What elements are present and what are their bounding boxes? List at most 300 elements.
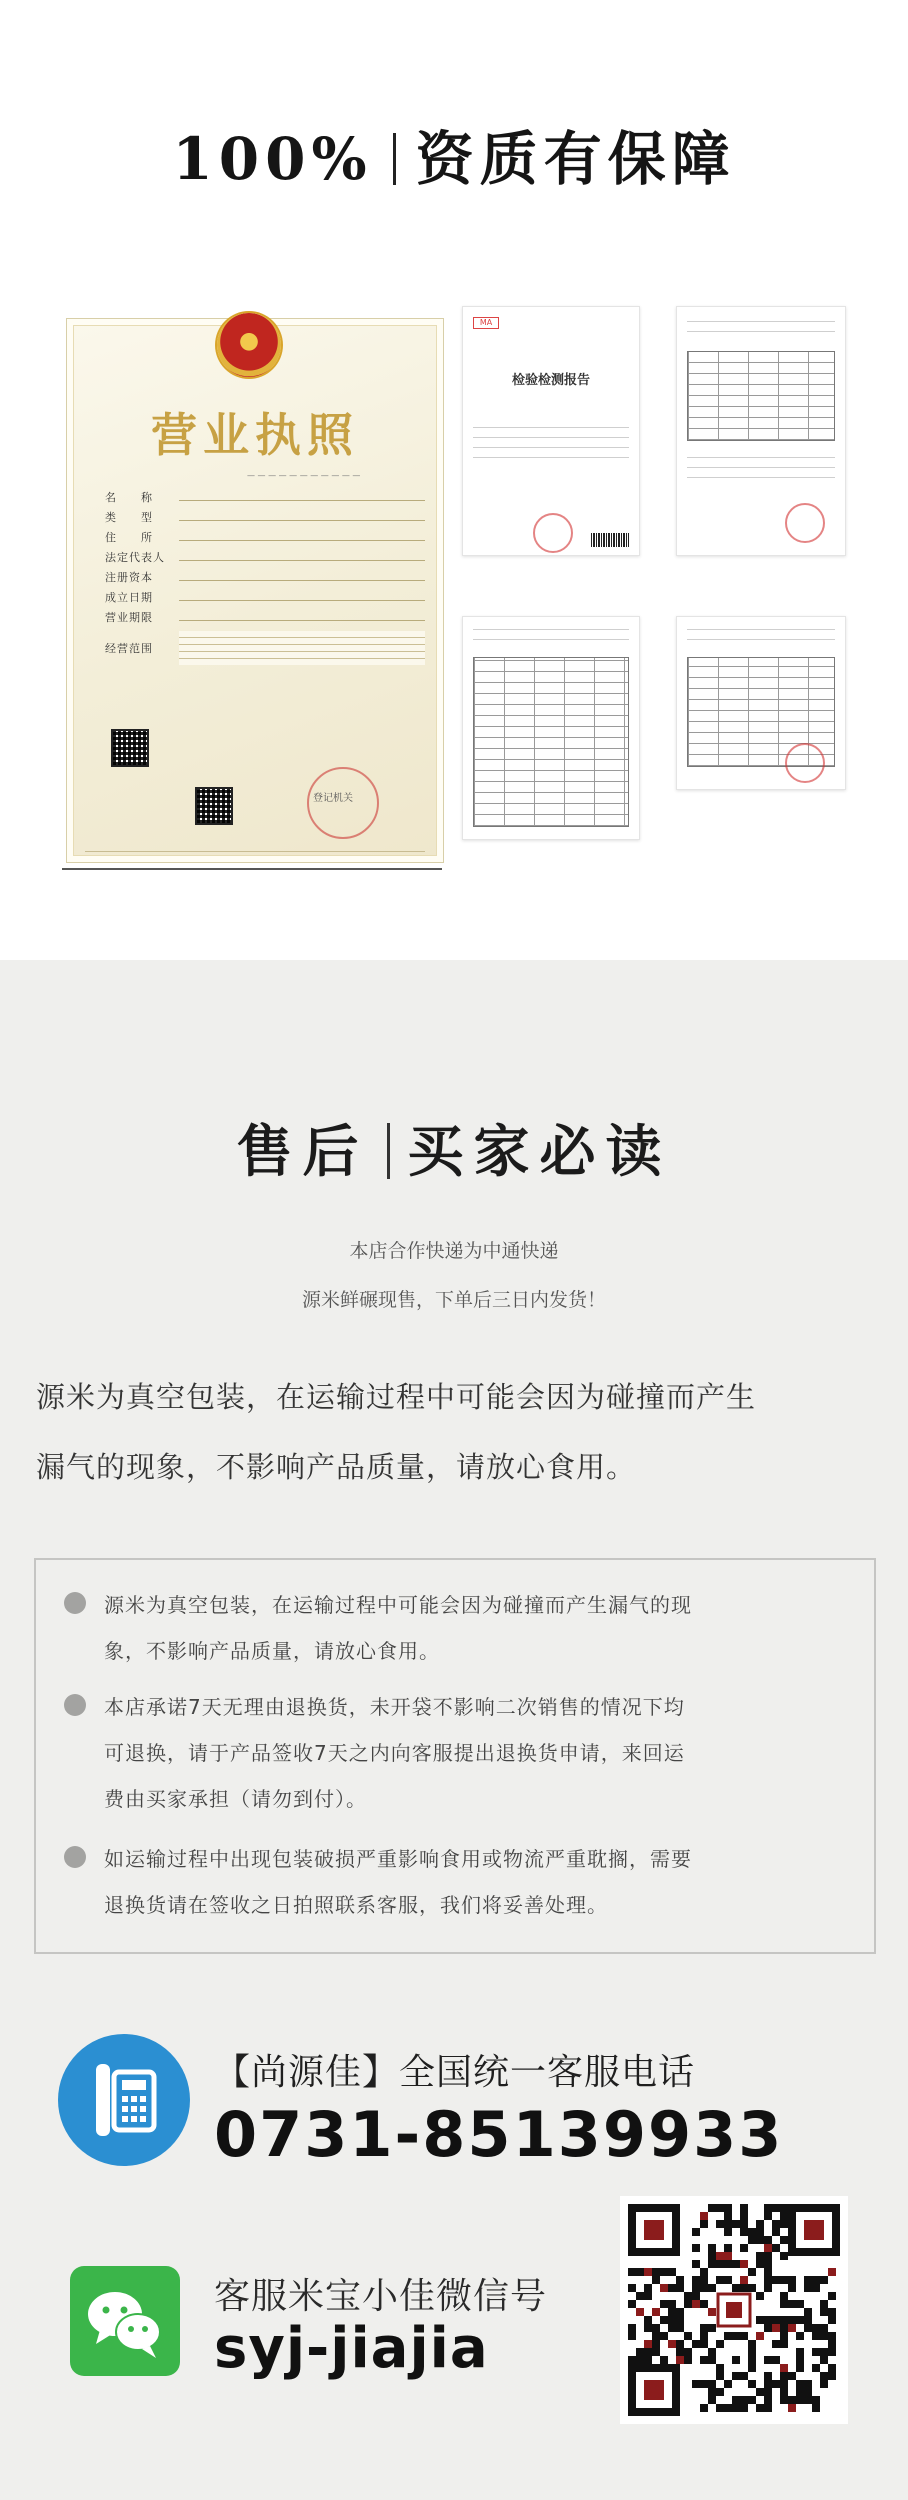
qr-module <box>764 2236 772 2244</box>
license-qr-icon <box>195 787 233 825</box>
qr-module <box>636 2308 644 2316</box>
qr-module <box>708 2396 716 2404</box>
qr-module <box>724 2228 732 2236</box>
qr-module <box>748 2228 756 2236</box>
qr-module <box>788 2396 796 2404</box>
qr-module <box>732 2404 740 2412</box>
qr-module <box>684 2292 692 2300</box>
qr-module <box>708 2388 716 2396</box>
qr-module <box>788 2404 796 2412</box>
qr-module <box>652 2340 660 2348</box>
qr-module <box>788 2284 796 2292</box>
qr-module <box>820 2324 828 2332</box>
qr-module <box>716 2340 724 2348</box>
wechat-qr-code[interactable] <box>620 2196 848 2424</box>
policy-item <box>104 1836 864 1928</box>
qr-module <box>700 2284 708 2292</box>
qr-module <box>724 2380 732 2388</box>
qr-module <box>764 2252 772 2260</box>
qr-module <box>724 2276 732 2284</box>
qr-module <box>668 2268 676 2276</box>
qr-module <box>772 2324 780 2332</box>
qr-module <box>756 2252 764 2260</box>
qr-module <box>740 2404 748 2412</box>
qr-module <box>724 2404 732 2412</box>
qr-module <box>716 2372 724 2380</box>
qr-module <box>828 2292 836 2300</box>
qr-module <box>644 2348 652 2356</box>
license-field: 住 所 <box>105 527 425 547</box>
license-title: 营业执照 <box>151 408 359 462</box>
qr-module <box>676 2308 684 2316</box>
qr-module <box>756 2332 764 2340</box>
qr-module <box>756 2228 764 2236</box>
qr-module <box>724 2244 732 2252</box>
qr-module <box>748 2380 756 2388</box>
license-fields <box>105 487 425 669</box>
qr-module <box>652 2348 660 2356</box>
qr-module <box>740 2212 748 2220</box>
qr-module <box>716 2276 724 2284</box>
qr-module <box>820 2308 828 2316</box>
qr-module <box>780 2252 788 2260</box>
qr-module <box>764 2276 772 2284</box>
qr-module <box>740 2244 748 2252</box>
qr-module <box>764 2268 772 2276</box>
qr-module <box>812 2348 820 2356</box>
qr-module <box>628 2356 636 2364</box>
qr-module <box>756 2236 764 2244</box>
qr-module <box>676 2284 684 2292</box>
quality-heading <box>0 112 908 196</box>
qr-module <box>732 2372 740 2380</box>
qr-module <box>636 2292 644 2300</box>
qr-module <box>732 2332 740 2340</box>
qr-module <box>780 2204 788 2212</box>
policy-item-line: 如运输过程中出现包装破损严重影响食用或物流严重耽搁，需要 <box>104 1847 692 1871</box>
qr-module <box>668 2284 676 2292</box>
qr-module <box>716 2252 724 2260</box>
qr-module <box>820 2300 828 2308</box>
qr-module <box>804 2284 812 2292</box>
after-sales-heading <box>0 1108 908 1188</box>
courier-note: 本店合作快递为中通快递 <box>349 1240 559 1262</box>
qr-module <box>756 2404 764 2412</box>
qr-module <box>796 2380 804 2388</box>
qr-module <box>708 2284 716 2292</box>
phone-icon <box>58 2034 190 2166</box>
report-text-lines <box>473 427 629 467</box>
qr-module <box>756 2316 764 2324</box>
qr-module <box>660 2268 668 2276</box>
test-report-page <box>676 616 846 790</box>
qr-module <box>692 2228 700 2236</box>
qr-module <box>740 2228 748 2236</box>
qr-module <box>788 2372 796 2380</box>
cma-logo-icon: MA <box>473 317 499 329</box>
qr-module <box>692 2300 700 2308</box>
qr-module <box>644 2324 652 2332</box>
qr-module <box>740 2260 748 2268</box>
license-field: 法定代表人 <box>105 547 425 567</box>
qr-module <box>708 2308 716 2316</box>
qr-module <box>660 2332 668 2340</box>
qr-module <box>764 2404 772 2412</box>
qr-module <box>708 2324 716 2332</box>
qr-module <box>780 2364 788 2372</box>
qr-module <box>708 2204 716 2212</box>
qr-module <box>804 2380 812 2388</box>
qr-module <box>740 2220 748 2228</box>
qr-module <box>772 2228 780 2236</box>
qr-module <box>772 2244 780 2252</box>
qr-module <box>780 2332 788 2340</box>
qr-module <box>764 2204 772 2212</box>
qr-module <box>780 2212 788 2220</box>
qr-module <box>804 2396 812 2404</box>
qr-module <box>692 2380 700 2388</box>
hotline-label: 【尚源佳】全国统一客服电话 <box>214 2052 696 2093</box>
qr-module <box>780 2276 788 2284</box>
qr-module <box>828 2316 836 2324</box>
qr-module <box>716 2404 724 2412</box>
qr-module <box>788 2324 796 2332</box>
qr-module <box>740 2204 748 2212</box>
qr-module <box>732 2396 740 2404</box>
license-field: 成立日期 <box>105 587 425 607</box>
qr-module <box>652 2308 660 2316</box>
qr-module <box>764 2212 772 2220</box>
qr-module <box>732 2356 740 2364</box>
qr-module <box>692 2260 700 2268</box>
license-qr-icon <box>111 729 149 767</box>
quality-section <box>0 0 908 960</box>
qr-module <box>740 2284 748 2292</box>
qr-module <box>740 2396 748 2404</box>
qr-module <box>636 2356 644 2364</box>
qr-module <box>748 2340 756 2348</box>
qr-module <box>724 2204 732 2212</box>
qr-module <box>692 2340 700 2348</box>
qr-module <box>628 2300 636 2308</box>
after-sales-heading-right: 买家必读 <box>407 1119 672 1185</box>
qr-module <box>756 2292 764 2300</box>
heading-divider <box>393 133 396 185</box>
license-base-line <box>62 868 442 870</box>
qr-module <box>716 2388 724 2396</box>
qr-module <box>676 2276 684 2284</box>
vacuum-pack-notice-line: 源米为真空包装，在运输过程中可能会因为碰撞而产生 <box>36 1380 757 1414</box>
qr-module <box>692 2244 700 2252</box>
qr-module <box>748 2356 756 2364</box>
qr-module <box>692 2292 700 2300</box>
license-field: 营业期限 <box>105 607 425 627</box>
bullet-dot-icon <box>64 1592 86 1614</box>
qr-module <box>700 2276 708 2284</box>
qr-module <box>708 2260 716 2268</box>
qr-module <box>828 2332 836 2340</box>
license-credit-line: — — — — — — — — — — — <box>247 471 361 480</box>
qr-module <box>748 2364 756 2372</box>
report-header-lines <box>687 629 835 649</box>
qr-module <box>660 2300 668 2308</box>
qr-module <box>780 2324 788 2332</box>
qr-module <box>756 2388 764 2396</box>
qr-module <box>748 2348 756 2356</box>
qr-module <box>740 2332 748 2340</box>
test-report-page <box>676 306 846 556</box>
bullet-dot-icon <box>64 1694 86 1716</box>
qr-module <box>812 2324 820 2332</box>
national-emblem-icon <box>217 313 281 377</box>
qr-module <box>628 2268 636 2276</box>
qr-module <box>628 2284 636 2292</box>
qr-module <box>724 2212 732 2220</box>
qr-module <box>780 2340 788 2348</box>
qr-module <box>764 2284 772 2292</box>
qr-module <box>636 2348 644 2356</box>
vacuum-pack-notice <box>36 1362 886 1502</box>
report-table <box>687 351 835 441</box>
qr-module <box>692 2276 700 2284</box>
qr-module <box>716 2220 724 2228</box>
qr-module <box>748 2284 756 2292</box>
qr-module <box>756 2220 764 2228</box>
qr-module <box>796 2316 804 2324</box>
qr-module <box>740 2276 748 2284</box>
qr-module <box>764 2244 772 2252</box>
qr-module <box>796 2332 804 2340</box>
qr-module <box>676 2324 684 2332</box>
qr-module <box>764 2372 772 2380</box>
wechat-icon <box>70 2266 180 2376</box>
qr-module <box>828 2308 836 2316</box>
qr-module <box>644 2356 652 2364</box>
qr-module <box>804 2316 812 2324</box>
qr-module <box>820 2332 828 2340</box>
qr-module <box>628 2332 636 2340</box>
qr-module <box>708 2252 716 2260</box>
qr-module <box>684 2348 692 2356</box>
license-registration-label: 登记机关 <box>313 793 353 804</box>
test-report-page <box>462 616 640 840</box>
report-table <box>473 657 629 827</box>
qr-module <box>820 2380 828 2388</box>
qr-module <box>772 2276 780 2284</box>
qr-module <box>668 2300 676 2308</box>
qr-module <box>828 2348 836 2356</box>
business-license-image <box>66 318 444 863</box>
qr-module <box>724 2220 732 2228</box>
qr-module <box>780 2236 788 2244</box>
qr-module <box>764 2380 772 2388</box>
qr-module <box>692 2284 700 2292</box>
policy-item-line: 本店承诺7天无理由退换货，未开袋不影响二次销售的情况下均 <box>104 1695 685 1719</box>
qr-module <box>796 2364 804 2372</box>
qr-module <box>820 2356 828 2364</box>
qr-module <box>796 2356 804 2364</box>
qr-module <box>652 2324 660 2332</box>
qr-module <box>764 2324 772 2332</box>
bullet-dot-icon <box>64 1846 86 1868</box>
qr-module <box>812 2332 820 2340</box>
qr-module <box>804 2324 812 2332</box>
qr-module <box>644 2316 652 2324</box>
qr-module <box>700 2356 708 2364</box>
qr-module <box>780 2220 788 2228</box>
qr-module <box>796 2300 804 2308</box>
qr-module <box>708 2244 716 2252</box>
wechat-label: 客服米宝小佳微信号 <box>214 2276 548 2317</box>
qr-module <box>700 2404 708 2412</box>
qr-module <box>780 2300 788 2308</box>
qr-module <box>676 2316 684 2324</box>
qr-module <box>780 2316 788 2324</box>
report-stamp-icon <box>533 513 573 553</box>
report-title: 检验检测报告 <box>511 373 590 388</box>
qr-module <box>780 2372 788 2380</box>
policy-item-line: 退换货请在签收之日拍照联系客服，我们将妥善处理。 <box>104 1893 608 1917</box>
qr-module <box>796 2348 804 2356</box>
license-footer-line <box>85 851 425 852</box>
heading-divider <box>387 1123 390 1179</box>
qr-module <box>812 2396 820 2404</box>
qr-module <box>772 2204 780 2212</box>
policy-item-line: 源米为真空包装，在运输过程中可能会因为碰撞而产生漏气的现 <box>104 1593 692 1617</box>
qr-code-graphic <box>620 2196 848 2424</box>
qr-module <box>700 2324 708 2332</box>
qr-module <box>748 2396 756 2404</box>
qr-module <box>740 2372 748 2380</box>
qr-module <box>820 2276 828 2284</box>
qr-module <box>756 2260 764 2268</box>
report-text-lines <box>687 457 835 487</box>
qr-module <box>652 2332 660 2340</box>
qr-module <box>764 2316 772 2324</box>
quality-heading-left: 100% <box>172 125 373 193</box>
qr-module <box>772 2380 780 2388</box>
qr-module <box>780 2380 788 2388</box>
qr-module <box>796 2396 804 2404</box>
qr-module <box>676 2356 684 2364</box>
qr-module <box>716 2260 724 2268</box>
qr-module <box>788 2316 796 2324</box>
qr-module <box>652 2276 660 2284</box>
qr-module <box>684 2332 692 2340</box>
report-stamp-icon <box>785 743 825 783</box>
qr-module <box>628 2324 636 2332</box>
license-field: 名 称 <box>105 487 425 507</box>
report-header-lines <box>687 321 835 341</box>
qr-module <box>828 2340 836 2348</box>
qr-module <box>668 2340 676 2348</box>
qr-module <box>732 2220 740 2228</box>
qr-module <box>748 2268 756 2276</box>
qr-module <box>644 2284 652 2292</box>
qr-module <box>732 2260 740 2268</box>
qr-module <box>748 2236 756 2244</box>
qr-module <box>724 2332 732 2340</box>
qr-module <box>700 2340 708 2348</box>
qr-module <box>660 2356 668 2364</box>
vacuum-pack-notice-line: 漏气的现象，不影响产品质量，请放心食用。 <box>36 1450 637 1484</box>
barcode-icon <box>591 533 629 547</box>
qr-module <box>716 2364 724 2372</box>
qr-module <box>700 2380 708 2388</box>
report-header-lines <box>473 629 629 649</box>
policy-item <box>104 1582 864 1674</box>
policy-item-line: 可退换，请于产品签收7天之内向客服提出退换货申请，来回运 <box>104 1741 685 1765</box>
qr-module <box>812 2276 820 2284</box>
qr-module <box>676 2348 684 2356</box>
qr-module <box>804 2276 812 2284</box>
qr-module <box>820 2372 828 2380</box>
qr-module <box>780 2396 788 2404</box>
qr-module <box>700 2220 708 2228</box>
qr-module <box>708 2356 716 2364</box>
qr-module <box>644 2292 652 2300</box>
quality-heading-right: 资质有保障 <box>415 125 736 193</box>
qr-module <box>828 2364 836 2372</box>
qr-module <box>668 2324 676 2332</box>
qr-module <box>732 2284 740 2292</box>
qr-module <box>804 2388 812 2396</box>
qr-module <box>724 2252 732 2260</box>
qr-module <box>828 2372 836 2380</box>
qr-module <box>724 2260 732 2268</box>
qr-module <box>644 2268 652 2276</box>
qr-module <box>684 2356 692 2364</box>
qr-module <box>660 2284 668 2292</box>
qr-module <box>644 2340 652 2348</box>
qr-module <box>772 2356 780 2364</box>
qr-module <box>812 2404 820 2412</box>
hotline-number[interactable]: 0731-85139933 <box>214 2098 784 2171</box>
qr-module <box>700 2332 708 2340</box>
qr-module <box>668 2308 676 2316</box>
qr-module <box>772 2220 780 2228</box>
policy-item <box>104 1684 864 1822</box>
qr-module <box>764 2356 772 2364</box>
qr-module <box>772 2340 780 2348</box>
qr-module <box>772 2316 780 2324</box>
qr-module <box>700 2300 708 2308</box>
qr-module <box>764 2388 772 2396</box>
qr-module <box>668 2316 676 2324</box>
test-report-cover <box>462 306 640 556</box>
qr-module <box>660 2316 668 2324</box>
qr-module <box>788 2276 796 2284</box>
wechat-id[interactable]: syj-jiajia <box>214 2316 489 2381</box>
license-field: 注册资本 <box>105 567 425 587</box>
policy-item-line: 费由买家承担（请勿到付）。 <box>104 1787 367 1811</box>
qr-module <box>708 2380 716 2388</box>
qr-module <box>676 2340 684 2348</box>
qr-module <box>764 2260 772 2268</box>
after-sales-heading-left: 售后 <box>236 1119 369 1185</box>
qr-module <box>780 2292 788 2300</box>
qr-module <box>780 2388 788 2396</box>
qr-module <box>700 2268 708 2276</box>
qr-module <box>812 2364 820 2372</box>
license-field: 类 型 <box>105 507 425 527</box>
qr-module <box>716 2204 724 2212</box>
qr-module <box>812 2284 820 2292</box>
qr-module <box>708 2348 716 2356</box>
qr-module <box>820 2348 828 2356</box>
qr-module <box>700 2212 708 2220</box>
qr-module <box>636 2268 644 2276</box>
